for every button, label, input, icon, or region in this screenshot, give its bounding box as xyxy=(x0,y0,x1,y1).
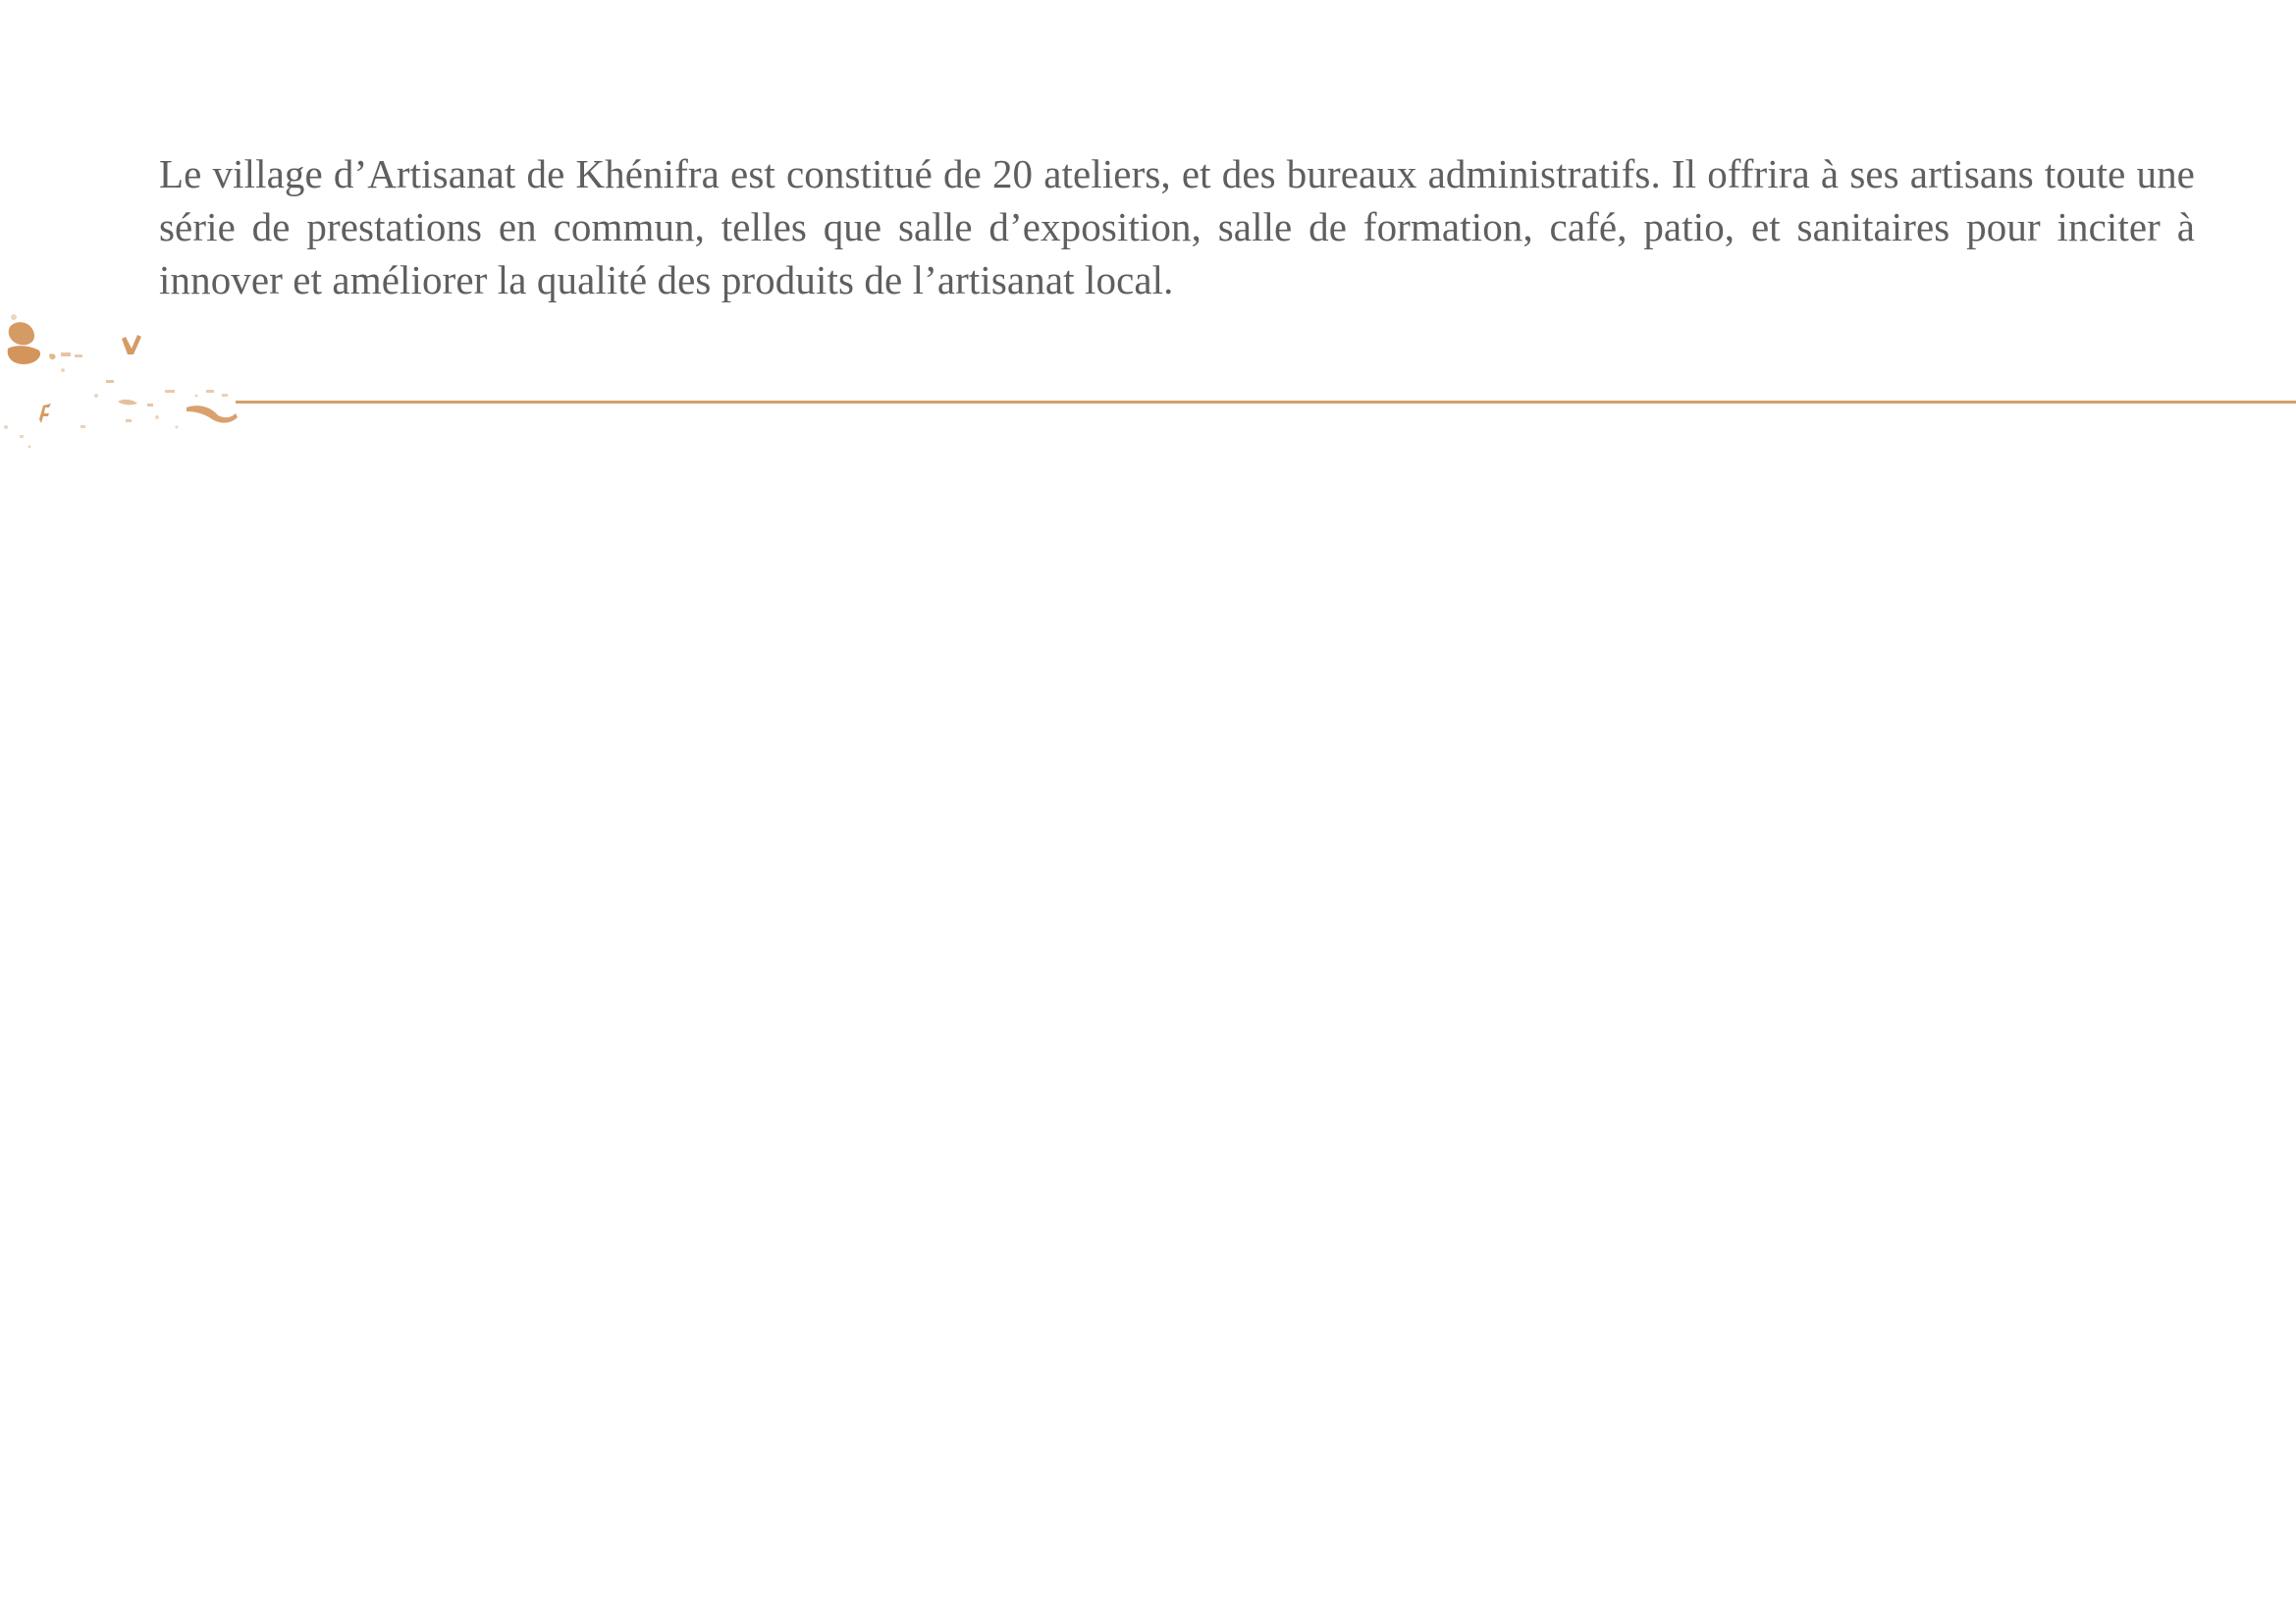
body-paragraph: Le village d’Artisanat de Khénifra est constitué de 20 ateliers, et des bureaux administratifs. Il offrira à ses artisans toute une série de prestations en commun, telles que salle d’exposition, salle de formation, café, patio, et sanitaires pour inciter à innover et améliorer la qualité des produits de l’artisanat local. xyxy=(159,151,2195,302)
horizontal-divider xyxy=(236,401,2296,404)
decorative-ornament-icon xyxy=(0,309,240,457)
